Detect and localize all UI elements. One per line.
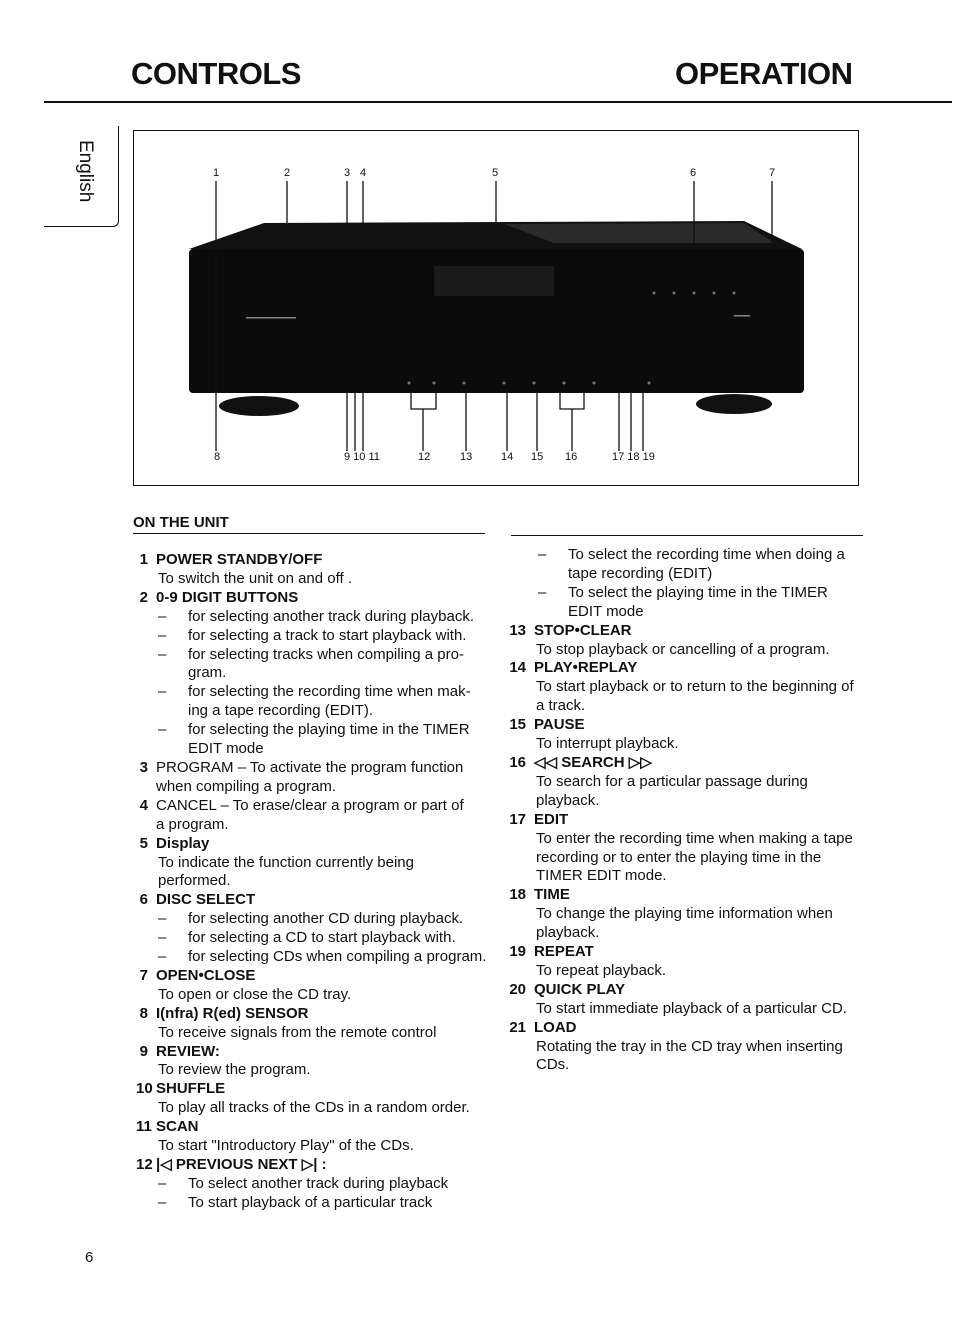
- dash-mark: –: [538, 583, 547, 601]
- callout-5: 5: [492, 167, 499, 179]
- control-number: 10: [136, 1080, 153, 1098]
- callout-15: 15: [531, 451, 544, 463]
- cd-player-illustration: [134, 131, 858, 485]
- callout-16: 16: [565, 451, 578, 463]
- dash-line: tape recording (EDIT): [568, 564, 713, 582]
- dash-mark: –: [158, 683, 167, 701]
- control-number: 3: [139, 758, 148, 776]
- dash-mark: –: [158, 645, 167, 663]
- control-number: 16: [509, 753, 526, 771]
- dash-mark: –: [158, 910, 167, 928]
- control-description: To start "Introductory Play" of the CDs.: [158, 1137, 414, 1155]
- control-item-13: [508, 622, 864, 660]
- control-number: 18: [509, 886, 526, 904]
- control-description: To review the program.: [158, 1061, 311, 1079]
- control-item-9: [136, 1043, 492, 1081]
- control-number: 4: [139, 796, 148, 814]
- control-dash-item: [136, 1175, 492, 1194]
- dash-mark: –: [158, 626, 167, 644]
- control-description: To indicate the function currently being: [158, 853, 414, 871]
- control-title: OPEN•CLOSE: [156, 966, 256, 984]
- control-description: performed.: [158, 872, 231, 890]
- dash-mark: –: [158, 929, 167, 947]
- intro-dash-item: [508, 546, 864, 584]
- control-item-18: [508, 886, 864, 943]
- control-item-2: [136, 589, 492, 759]
- control-title: |◁ PREVIOUS NEXT ▷| :: [156, 1156, 327, 1173]
- control-title: 0-9 DIGIT BUTTONS: [156, 588, 299, 606]
- control-description: To repeat playback.: [536, 961, 667, 979]
- callout-14: 14: [501, 451, 514, 463]
- control-item-21: [508, 1019, 864, 1076]
- callout-8: 8: [214, 451, 221, 463]
- control-description: CDs.: [536, 1056, 570, 1074]
- dash-mark: –: [158, 1174, 167, 1192]
- control-description: To enter the recording time when making a tape: [536, 829, 853, 847]
- control-number: 20: [509, 980, 526, 998]
- control-item-17: [508, 811, 864, 887]
- control-number: 14: [509, 659, 526, 677]
- dash-mark: –: [538, 546, 547, 563]
- control-description: To open or close the CD tray.: [158, 985, 352, 1003]
- control-item-11: [136, 1118, 492, 1156]
- control-item-8: [136, 1005, 492, 1043]
- control-number: 15: [509, 716, 526, 734]
- control-title: STOP•CLEAR: [534, 621, 632, 639]
- control-item-14: [508, 659, 864, 716]
- control-title: PLAY•REPLAY: [534, 659, 638, 677]
- control-number: 5: [139, 834, 148, 852]
- left-foot: [219, 396, 299, 416]
- display-window: [434, 266, 554, 296]
- right-foot: [696, 394, 772, 414]
- control-number: 11: [136, 1118, 152, 1136]
- control-number: 9: [139, 1042, 148, 1060]
- control-title: LOAD: [534, 1018, 577, 1036]
- control-number: 7: [139, 966, 148, 984]
- control-item-5: [136, 835, 492, 892]
- control-item-15: [508, 716, 864, 754]
- control-item-16: [508, 754, 864, 811]
- section-rule-left: [133, 533, 485, 534]
- control-dash-item: [136, 929, 492, 948]
- control-dash-item: [136, 627, 492, 646]
- control-number: 17: [509, 810, 526, 828]
- dash-line: gram.: [188, 664, 227, 682]
- control-title: Display: [156, 834, 210, 852]
- callout-17-18-19: 17 18 19: [612, 451, 655, 463]
- control-description: recording or to enter the playing time in the: [536, 848, 822, 866]
- control-number: 1: [139, 551, 148, 568]
- dash-line: for selecting a CD to start playback with.: [188, 929, 456, 947]
- dash-line: for selecting tracks when compiling a pro-: [188, 645, 464, 663]
- control-item-20: [508, 981, 864, 1019]
- control-title: TIME: [534, 886, 570, 904]
- dash-line: ing a tape recording (EDIT).: [188, 702, 374, 720]
- control-description: To change the playing time information when: [536, 905, 833, 923]
- control-description: To stop playback or cancelling of a program.: [536, 640, 830, 658]
- header-rule: [44, 101, 952, 103]
- page-title-controls: CONTROLS: [131, 56, 301, 91]
- dash-line: EDIT mode: [188, 740, 264, 758]
- control-description: To play all tracks of the CDs in a random order.: [158, 1099, 470, 1117]
- section-rule-right: [511, 535, 863, 536]
- control-number: 21: [509, 1018, 526, 1036]
- dash-mark: –: [158, 607, 167, 625]
- section-title: ON THE UNIT: [133, 514, 229, 531]
- control-item-4: [136, 797, 492, 835]
- callout-9-10-11: 9 10 11: [344, 451, 380, 463]
- dash-line: To select the playing time in the TIMER: [568, 583, 828, 601]
- control-description: playback.: [536, 791, 600, 809]
- control-item-6: [136, 891, 492, 967]
- control-title: REVIEW:: [156, 1042, 220, 1060]
- dash-line: To start playback of a particular track: [188, 1193, 433, 1211]
- control-title: POWER STANDBY/OFF: [156, 551, 323, 568]
- page-number: 6: [85, 1249, 94, 1266]
- intro-dash-item: [508, 584, 864, 622]
- dash-line: for selecting a track to start playback with.: [188, 626, 467, 644]
- dash-line: To select the recording time when doing a: [568, 546, 845, 563]
- control-description: playback.: [536, 924, 600, 942]
- control-dash-item: [136, 683, 492, 721]
- control-dash-item: [136, 608, 492, 627]
- control-description: To start playback or to return to the beginning of: [536, 678, 854, 696]
- control-description: a track.: [536, 697, 586, 715]
- control-description: To start immediate playback of a particular CD.: [536, 999, 847, 1017]
- control-dash-item: [136, 721, 492, 759]
- control-description: Rotating the tray in the CD tray when inserting: [536, 1037, 843, 1055]
- control-title: I(nfra) R(ed) SENSOR: [156, 1004, 309, 1022]
- callout-1: 1: [213, 167, 220, 179]
- control-number: 13: [509, 621, 526, 639]
- control-inline-text: PROGRAM – To activate the program function: [156, 758, 464, 776]
- language-tab-label: English: [75, 140, 96, 203]
- control-item-3: [136, 759, 492, 797]
- control-description: To interrupt playback.: [536, 735, 679, 753]
- callout-12: 12: [418, 451, 431, 463]
- dash-line: EDIT mode: [568, 602, 644, 620]
- control-inline-text: when compiling a program.: [156, 777, 337, 795]
- control-number: 6: [139, 891, 148, 909]
- control-title: DISC SELECT: [156, 891, 256, 909]
- control-description: TIMER EDIT mode.: [536, 867, 667, 885]
- control-number: 8: [139, 1004, 148, 1022]
- control-title: SCAN: [156, 1118, 199, 1136]
- callout-6: 6: [690, 167, 697, 179]
- dash-mark: –: [158, 721, 167, 739]
- control-description: To search for a particular passage during: [536, 772, 808, 790]
- device-figure: [133, 130, 859, 486]
- control-description: To switch the unit on and off .: [158, 569, 353, 587]
- control-dash-item: [136, 1194, 492, 1213]
- control-item-12: [136, 1156, 492, 1213]
- dash-line: for selecting another CD during playback.: [188, 910, 464, 928]
- control-item-19: [508, 943, 864, 981]
- control-title: EDIT: [534, 810, 569, 828]
- dash-line: for selecting the recording time when mak-: [188, 683, 471, 701]
- control-dash-item: [136, 646, 492, 684]
- dash-mark: –: [158, 948, 167, 966]
- control-title: REPEAT: [534, 943, 594, 961]
- callout-3: 3: [344, 167, 351, 179]
- control-number: 19: [509, 943, 526, 961]
- control-title: PAUSE: [534, 716, 585, 734]
- control-title: SHUFFLE: [156, 1080, 226, 1098]
- dash-line: for selecting the playing time in the TIMER: [188, 721, 470, 739]
- control-dash-item: [136, 948, 492, 967]
- control-title: ◁◁ SEARCH ▷▷: [534, 753, 652, 771]
- control-item-7: [136, 967, 492, 1005]
- control-item-10: [136, 1080, 492, 1118]
- callout-7: 7: [769, 167, 776, 179]
- left-column: [136, 551, 492, 1213]
- control-dash-item: [136, 910, 492, 929]
- control-item-1: [136, 551, 492, 589]
- control-inline-text: a program.: [156, 815, 229, 833]
- dash-line: To select another track during playback: [188, 1174, 449, 1192]
- dash-mark: –: [158, 1193, 167, 1211]
- control-title: QUICK PLAY: [534, 980, 626, 998]
- control-inline-text: CANCEL – To erase/clear a program or part of: [156, 796, 464, 814]
- dash-line: for selecting another track during playback.: [188, 607, 474, 625]
- control-number: 12: [136, 1156, 153, 1173]
- right-column: [508, 546, 864, 1075]
- page-title-operation: OPERATION: [675, 56, 853, 91]
- control-description: To receive signals from the remote control: [158, 1023, 437, 1041]
- callout-13: 13: [460, 451, 473, 463]
- control-number: 2: [139, 588, 148, 606]
- callout-2: 2: [284, 167, 291, 179]
- dash-line: for selecting CDs when compiling a program.: [188, 948, 487, 966]
- callout-4: 4: [360, 167, 367, 179]
